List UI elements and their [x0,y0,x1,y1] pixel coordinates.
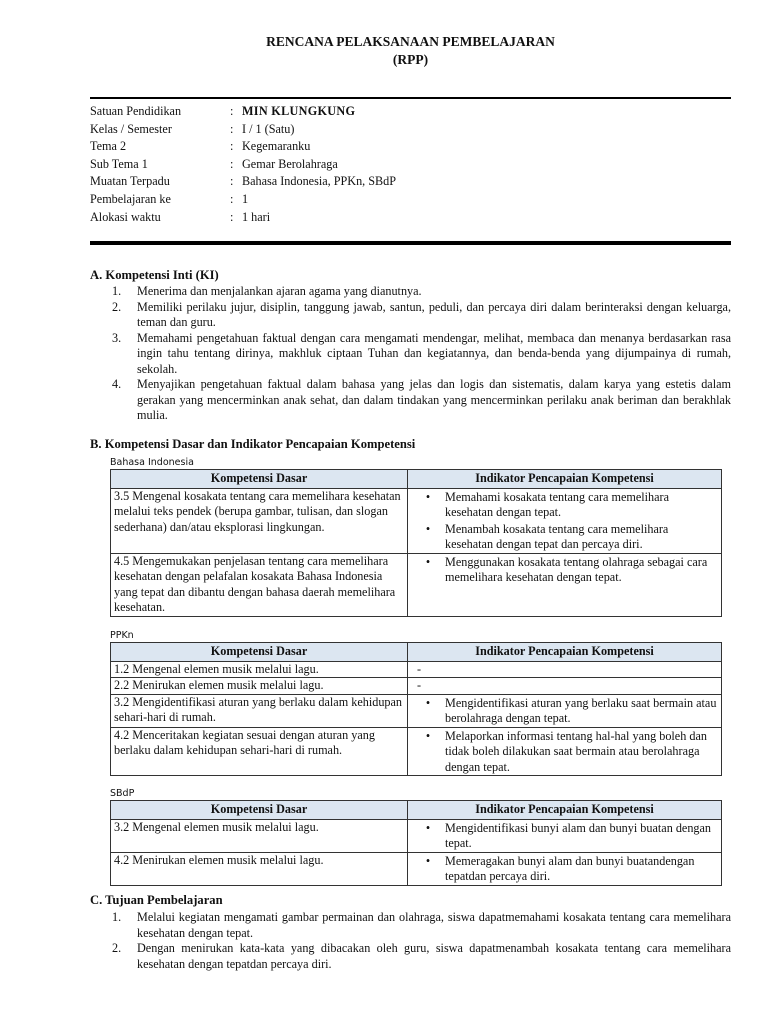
indicator-cell [408,553,722,616]
indicator-item [411,729,718,776]
identity-value: I / 1 (Satu) [242,121,295,136]
identity-row [90,121,731,139]
list-item [90,377,731,424]
identity-value: 1 [242,192,249,207]
indicator-text: Menambah kosakata tentang cara memelihara kesehatan dengan tepat dan percaya diri. [445,521,669,551]
indicator-cell [408,488,722,553]
identity-value: Bahasa Indonesia, PPKn, SBdP [242,174,397,189]
identity-row [90,138,731,156]
list-number: 1. [112,284,122,298]
table-row [111,852,722,885]
list-number: 1. [112,910,122,924]
identity-label: Tema 2 [90,139,127,154]
identity-row [90,191,731,209]
bullet-icon: • [425,728,431,743]
identity-colon: : [230,192,234,207]
indicator-item [411,696,718,727]
list-text: Melalui kegiatan mengamati gambar permainan dan olahraga, siswa dapatmemahami kosakata tentang cara memelihara kesehatan dengan tepat. [137,910,731,940]
indicator-text: Memahami kosakata tentang cara memelihara kesehatan dengan tepat. [445,489,670,519]
list-number: 4. [112,377,122,391]
table-row [111,553,722,616]
column-header: Indikator Pencapaian Kompetensi [408,643,722,662]
identity-row [90,209,731,227]
identity-value: Kegemaranku [242,139,311,154]
identity-colon: : [230,121,234,136]
identity-value: Gemar Berolahraga [242,156,338,171]
indicator-cell [408,694,722,727]
section-a-title: A. Kompetensi Inti (KI) [90,268,219,282]
bullet-icon: • [425,521,431,536]
table-header-row [111,801,722,820]
ki-list [90,284,731,424]
kd-cell: 3.2 Mengenal elemen musik melalui lagu. [111,819,408,852]
bullet-icon: • [425,554,431,569]
table-row [111,819,722,852]
identity-colon: : [230,156,234,171]
list-item [90,300,731,331]
indicator-item [411,522,718,553]
identity-row [90,173,731,191]
identity-label: Alokasi waktu [90,209,161,224]
indicator-item [411,854,718,885]
identity-label: Pembelajaran ke [90,192,171,207]
identity-label: Sub Tema 1 [90,156,148,171]
table-row [111,488,722,553]
indicator-text: Mengidentifikasi aturan yang berlaku saat bermain atau berolahraga dengan tepat. [445,695,717,725]
empty-dash: - [417,678,422,692]
kd-table-sbdp [110,800,722,886]
bullet-icon: • [425,489,431,504]
list-text: Memahami pengetahuan faktual dengan cara mengamati mendengar, melihat, membaca dan menanya berdasarkan rasa ingin tahu tentang dirinya, makhluk ciptaan Tuhan dan kegiatannya, dan benda-benda yang dijumpainya di rumah, sekolah. [137,330,731,376]
section-b-title: B. Kompetensi Dasar dan Indikator Pencapaian Kompetensi [90,437,416,451]
column-header: Kompetensi Dasar [111,801,408,820]
list-item [90,331,731,378]
table-row [111,694,722,727]
subject-label: SBdP [110,788,135,799]
identity-label: Satuan Pendidikan [90,104,182,119]
column-header: Kompetensi Dasar [111,470,408,489]
kd-cell: 4.2 Menirukan elemen musik melalui lagu. [111,852,408,885]
indicator-cell [408,819,722,852]
divider-top [90,97,731,99]
column-header: Indikator Pencapaian Kompetensi [408,470,722,489]
identity-colon: : [230,209,234,224]
kd-cell: 2.2 Menirukan elemen musik melalui lagu. [111,678,408,695]
kd-cell: 4.5 Mengemukakan penjelasan tentang cara memelihara kesehatan dengan pelafalan kosakata Bahasa Indonesia yang tepat dan dibantu dengan bahasa daerah memelihara kesehatan. [111,553,408,616]
identity-row [90,103,731,121]
identity-colon: : [230,174,234,189]
list-number: 2. [112,299,122,314]
table-row [111,727,722,776]
indicator-cell [408,661,722,678]
kd-cell: 3.2 Mengidentifikasi aturan yang berlaku dalam kehidupan sehari-hari di rumah. [111,694,408,727]
table-header-row [111,470,722,489]
identity-block [90,103,731,226]
indicator-item [411,821,718,852]
indicator-text: Memeragakan bunyi alam dan bunyi buatandengan tepatdan percaya diri. [445,853,695,883]
kd-table-ppkn [110,642,722,776]
list-item [90,284,731,300]
table-row [111,678,722,695]
identity-value: MIN KLUNGKUNG [242,104,356,119]
kd-cell: 4.2 Menceritakan kegiatan sesuai dengan aturan yang berlaku dalam kehidupan sehari-hari di rumah. [111,727,408,776]
list-text: Menerima dan menjalankan ajaran agama yang dianutnya. [137,284,422,298]
subject-label: PPKn [110,630,134,641]
table-header-row [111,643,722,662]
list-item [90,910,731,941]
indicator-cell [408,727,722,776]
list-item [90,941,731,972]
identity-value: 1 hari [242,209,271,224]
column-header: Kompetensi Dasar [111,643,408,662]
subject-label: Bahasa Indonesia [110,457,194,468]
column-header: Indikator Pencapaian Kompetensi [408,801,722,820]
document-subtitle: (RPP) [392,52,429,67]
document-title: RENCANA PELAKSANAAN PEMBELAJARAN [266,34,555,49]
kd-table-bahasa-indonesia [110,469,722,617]
section-c-title: C. Tujuan Pembelajaran [90,893,223,907]
identity-row [90,156,731,174]
list-number: 3. [112,330,122,345]
bullet-icon: • [425,695,431,710]
tujuan-list [90,910,731,972]
kd-cell: 1.2 Mengenal elemen musik melalui lagu. [111,661,408,678]
identity-colon: : [230,104,234,119]
indicator-cell [408,678,722,695]
indicator-text: Melaporkan informasi tentang hal-hal yang boleh dan tidak boleh dilakukan saat bermain atau berolahraga dengan tepat. [445,728,707,774]
identity-colon: : [230,139,234,154]
indicator-text: Mengidentifikasi bunyi alam dan bunyi buatan dengan tepat. [445,820,712,850]
list-text: Dengan menirukan kata-kata yang dibacakan oleh guru, siswa dapatmenambah kosakata tentang cara memelihara kesehatan dengan tepatdan percaya diri. [137,941,731,971]
list-text: Menyajikan pengetahuan faktual dalam bahasa yang jelas dan logis dan sistematis, dalam karya yang estetis dalam gerakan yang mencerminkan anak sehat, dan dalam tindakan yang mencerminkan perilaku anak beriman dan berakhlak mulia. [137,377,731,422]
bullet-icon: • [425,853,431,868]
kd-cell: 3.5 Mengenal kosakata tentang cara memelihara kesehatan melalui teks pendek (berupa gambar, tulisan, dan slogan sederhana) dan/atau eksplorasi lingkungan. [111,488,408,553]
indicator-item [411,490,718,521]
identity-label: Kelas / Semester [90,121,172,136]
indicator-cell [408,852,722,885]
indicator-item [411,555,718,586]
bullet-icon: • [425,820,431,835]
list-text: Memiliki perilaku jujur, disiplin, tanggung jawab, santun, peduli, dan percaya diri dalam berinteraksi dengan keluarga, teman dan guru. [137,299,731,329]
table-row [111,661,722,678]
indicator-text: Menggunakan kosakata tentang olahraga sebagai cara memelihara kesehatan dengan tepat. [445,554,708,584]
empty-dash: - [417,661,422,676]
identity-label: Muatan Terpadu [90,174,170,189]
divider-thick [90,241,731,245]
list-number: 2. [112,941,122,955]
